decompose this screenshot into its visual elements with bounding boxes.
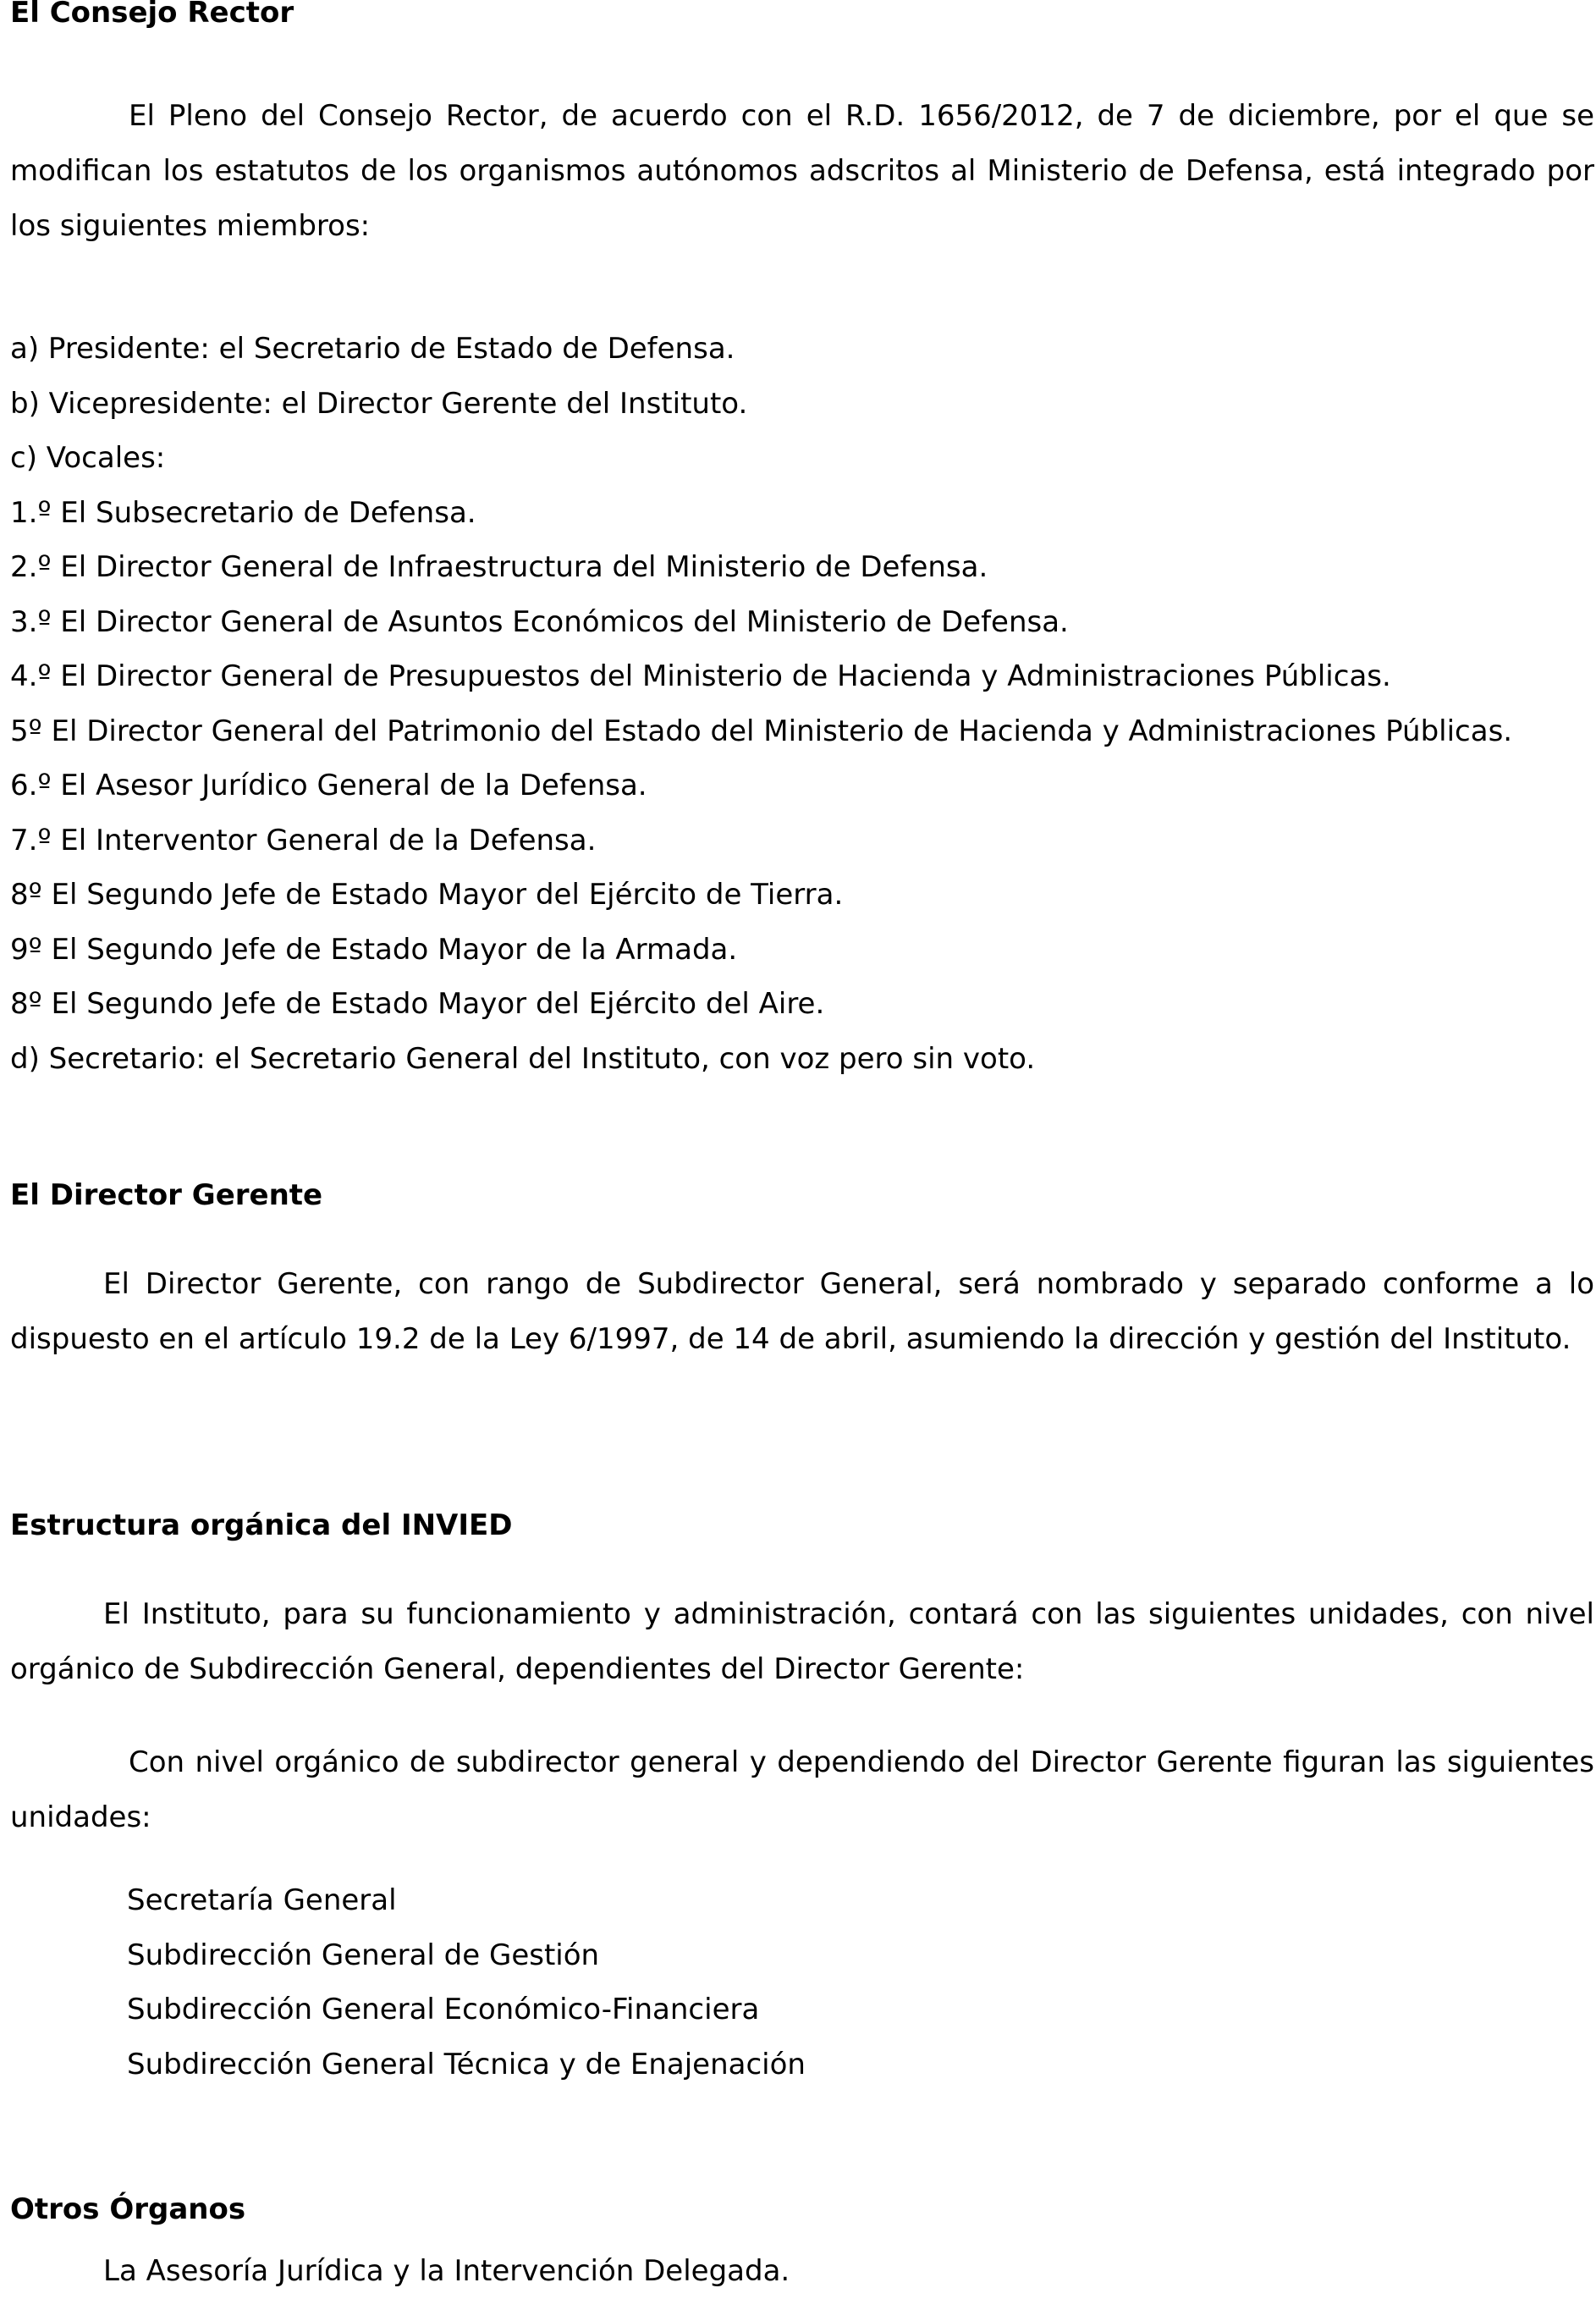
list-item: 3.º El Director General de Asuntos Económicos del Ministerio de Defensa.: [10, 604, 1069, 639]
list-item: Secretaría General: [127, 1883, 397, 1917]
heading-estructura-organica: Estructura orgánica del INVIED: [10, 1508, 513, 1542]
estructura-paragraph-2: Con nivel orgánico de subdirector general y dependiendo del Director Gerente figuran las siguientes unidades:: [10, 1745, 1594, 1834]
list-item: 4.º El Director General de Presupuestos del Ministerio de Hacienda y Administraciones Públicas.: [10, 659, 1391, 693]
estructura-paragraph-1: El Instituto, para su funcionamiento y administración, contará con las siguientes unidades, con nivel orgánico de Subdirección General, dependientes del Director Gerente:: [10, 1597, 1594, 1686]
list-item: 8º El Segundo Jefe de Estado Mayor del Ejército de Tierra.: [10, 878, 844, 912]
heading-consejo-rector: El Consejo Rector: [10, 0, 294, 30]
list-item: b) Vicepresidente: el Director Gerente del Instituto.: [10, 386, 748, 421]
list-item: c) Vocales:: [10, 441, 166, 475]
list-item: 1.º El Subsecretario de Defensa.: [10, 495, 476, 530]
list-item: d) Secretario: el Secretario General del Instituto, con voz pero sin voto.: [10, 1041, 1036, 1076]
list-item: 6.º El Asesor Jurídico General de la Defensa.: [10, 769, 647, 802]
list-item: 9º El Segundo Jefe de Estado Mayor de la Armada.: [10, 932, 738, 967]
list-item: Subdirección General Técnica y de Enajenación: [127, 2047, 806, 2081]
list-item: 8º El Segundo Jefe de Estado Mayor del Ejército del Aire.: [10, 987, 825, 1021]
director-paragraph: El Director Gerente, con rango de Subdirector General, será nombrado y separado conforme a lo dispuesto en el artículo 19.2 de la Ley 6/1997, de 14 de abril, asumiendo la dirección y gestión del Instituto.: [10, 1267, 1594, 1356]
list-item: 5º El Director General del Patrimonio del Estado del Ministerio de Hacienda y Administraciones Públicas.: [10, 714, 1513, 748]
units-list: [127, 1873, 806, 2092]
heading-otros-organos: Otros Órganos: [10, 2192, 246, 2226]
list-item: 2.º El Director General de Infraestructura del Ministerio de Defensa.: [10, 550, 988, 584]
list-item: a) Presidente: el Secretario de Estado de Defensa.: [10, 332, 735, 366]
consejo-intro-paragraph: El Pleno del Consejo Rector, de acuerdo con el R.D. 1656/2012, de 7 de diciembre, por el que se modifican los estatutos de los organismos autónomos adscritos al Ministerio de Defensa, está integrado por los siguientes miembros:: [10, 99, 1594, 243]
otros-paragraph: La Asesoría Jurídica y la Intervención Delegada.: [103, 2254, 790, 2288]
heading-director-gerente: El Director Gerente: [10, 1178, 323, 1212]
consejo-members-list: [10, 322, 1512, 1086]
list-item: 7.º El Interventor General de la Defensa.: [10, 823, 597, 857]
list-item: Subdirección General de Gestión: [127, 1938, 600, 1972]
list-item: Subdirección General Económico-Financiera: [127, 1993, 760, 2026]
